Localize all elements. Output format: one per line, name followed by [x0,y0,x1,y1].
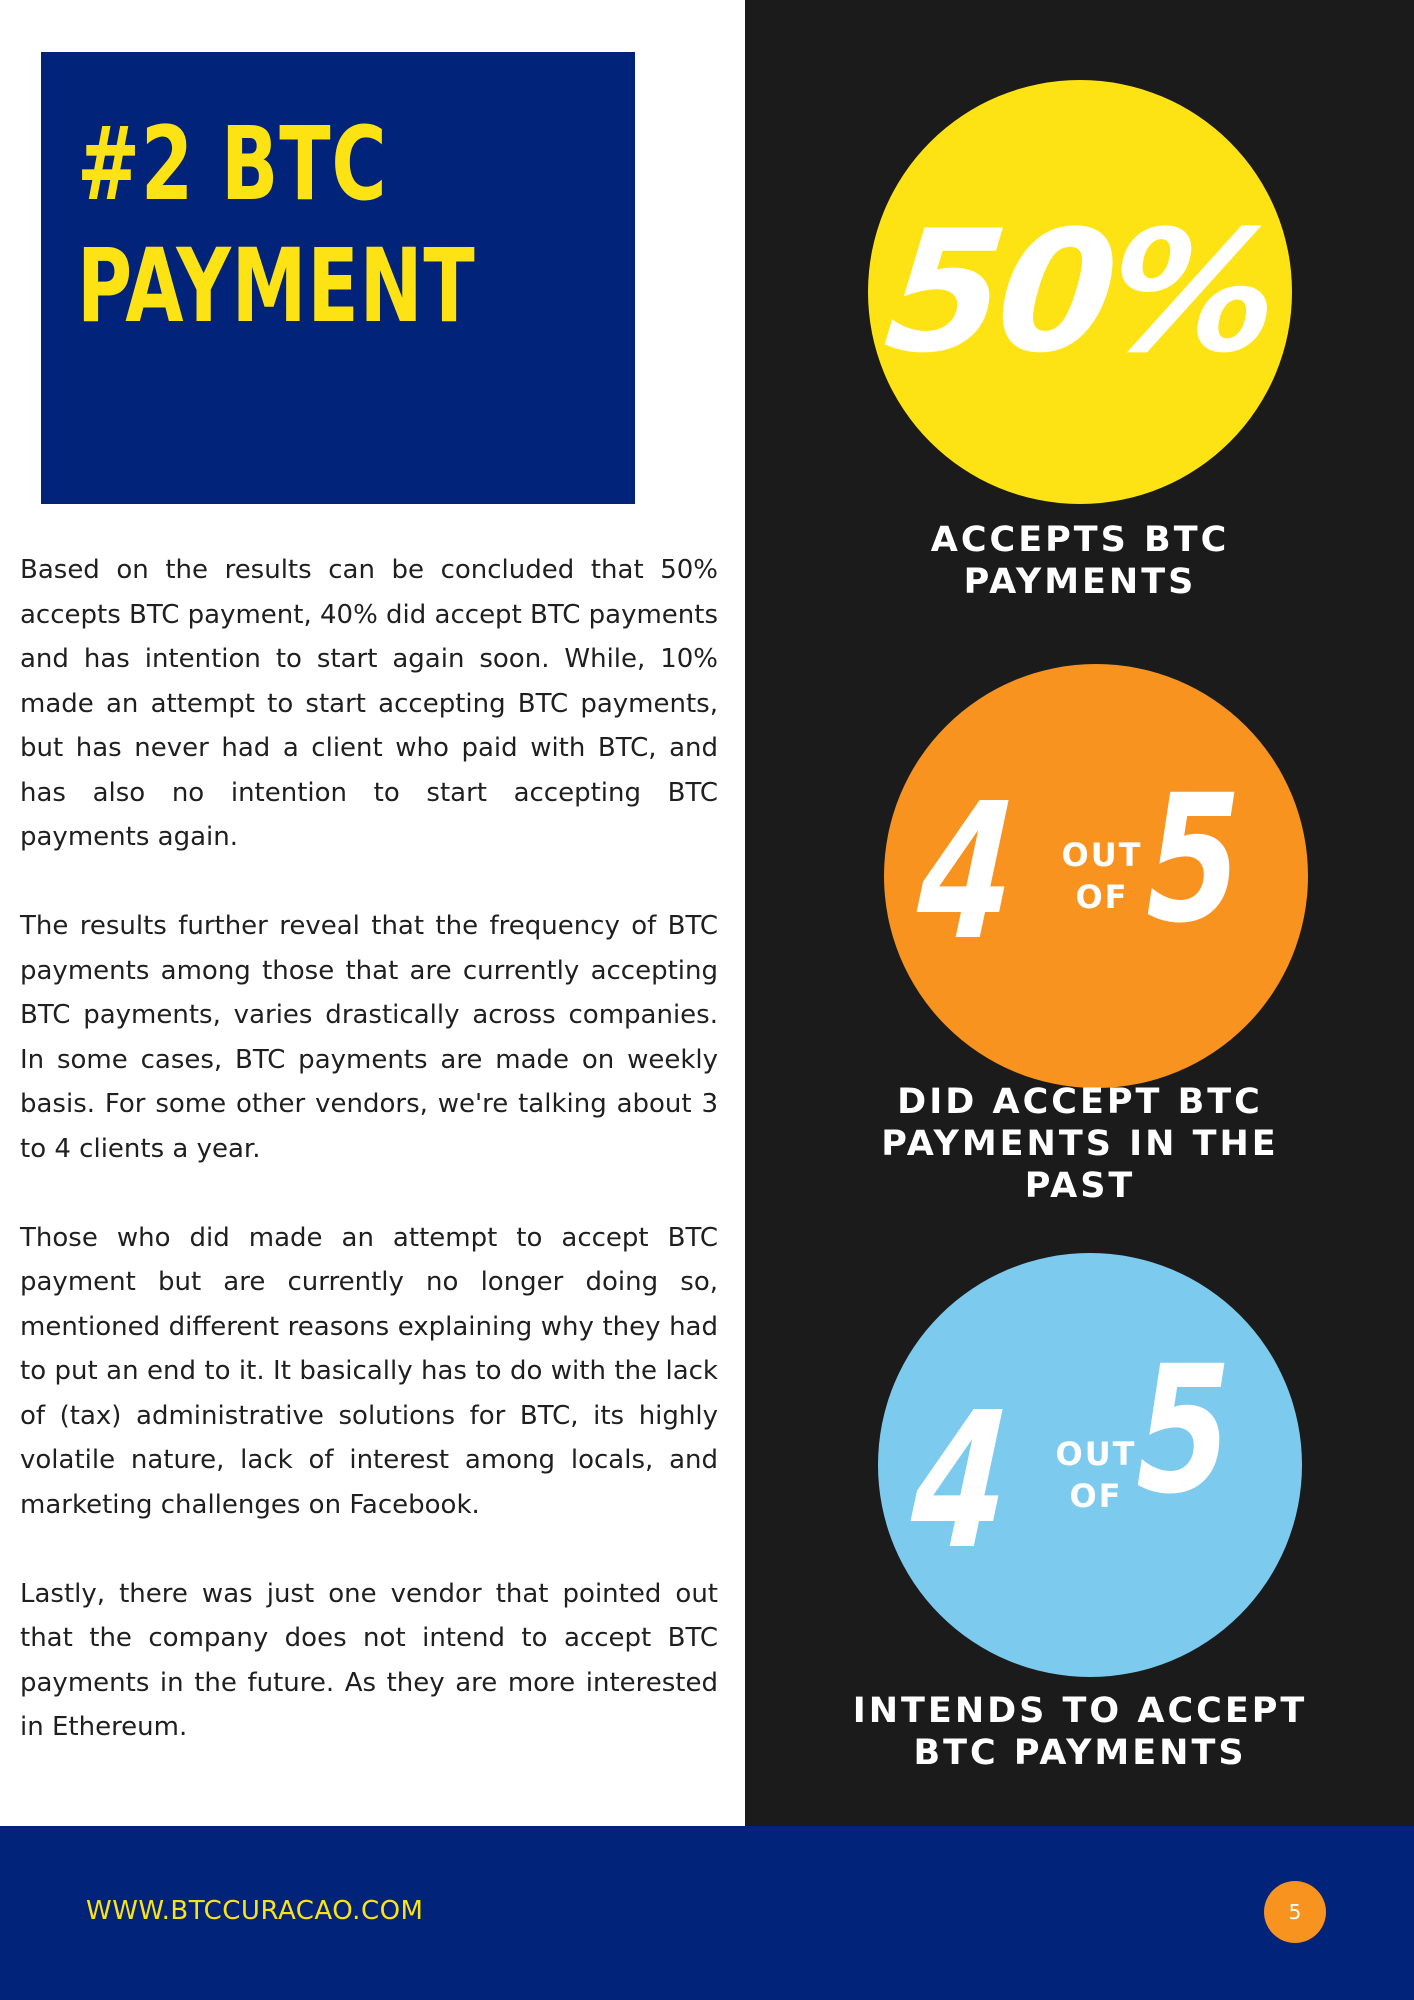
stat-fraction [884,664,1308,1088]
stat-value-percent: 50% [877,194,1283,390]
page-number-badge [1264,1881,1326,1943]
stat-circle-accepts [868,80,1292,504]
stat-of-label: OF [1075,878,1129,916]
title-banner [41,52,635,504]
paragraph-lastly: Lastly, there was just one vendor that pointed out that the company does not intend to accept BTC payments in the future. As they are more interested in Ethereum. [20,1578,718,1742]
stat-circle-past [884,664,1308,1088]
stat-caption-accepts: ACCEPTS BTC PAYMENTS [930,520,1230,602]
stat-numerator: 4 [911,763,1022,982]
stat-caption-intends: INTENDS TO ACCEPT BTC PAYMENTS [852,1691,1308,1773]
page-title-line-1: #2 BTC [77,105,388,224]
paragraph-frequency: The results further reveal that the frequency of BTC payments among those that are currently accepting BTC payments, varies drastically across companies. In some cases, BTC payments are made on weekly basis. For some other vendors, we're talking about 3 to 4 clients a year. [20,911,718,1164]
paragraph-reasons: Those who did made an attempt to accept BTC payment but are currently no longer doing so, mentioned different reasons explaining why they had to put an end to it. It basically has to do with the lack of (tax) administrative solutions for BTC, its highly volatile nature, lack of interest among locals, and marketing challenges on Facebook. [20,1222,718,1520]
stat-out-of [1048,1433,1144,1517]
stat-caption-past: DID ACCEPT BTC PAYMENTS IN THE PAST [881,1082,1279,1206]
page-number: 5 [1288,1900,1302,1924]
paragraph-results: Based on the results can be concluded that 50% accepts BTC payment, 40% did accept BTC payments and has intention to start again soon. While, 10% made an attempt to start accepting BTC payments, but has never had a client who paid with BTC, and has also no intention to start accepting BTC payments again. [20,555,719,852]
page-title-line-2: PAYMENT [77,227,476,346]
body-text [20,548,718,1794]
footer [0,1826,1414,2000]
stat-out-label: OUT [1055,1435,1137,1473]
stat-of-label: OF [1069,1477,1123,1515]
stat-denominator: 5 [1136,1328,1232,1533]
stat-circle-intends [878,1253,1302,1677]
website-link[interactable]: WWW.BTCCURACAO.COM [86,1896,424,1926]
stat-out-of [1054,834,1150,918]
stat-out-label: OUT [1061,836,1143,874]
stat-denominator: 5 [1146,757,1242,962]
stat-fraction [878,1253,1302,1677]
stat-numerator: 4 [905,1372,1016,1591]
